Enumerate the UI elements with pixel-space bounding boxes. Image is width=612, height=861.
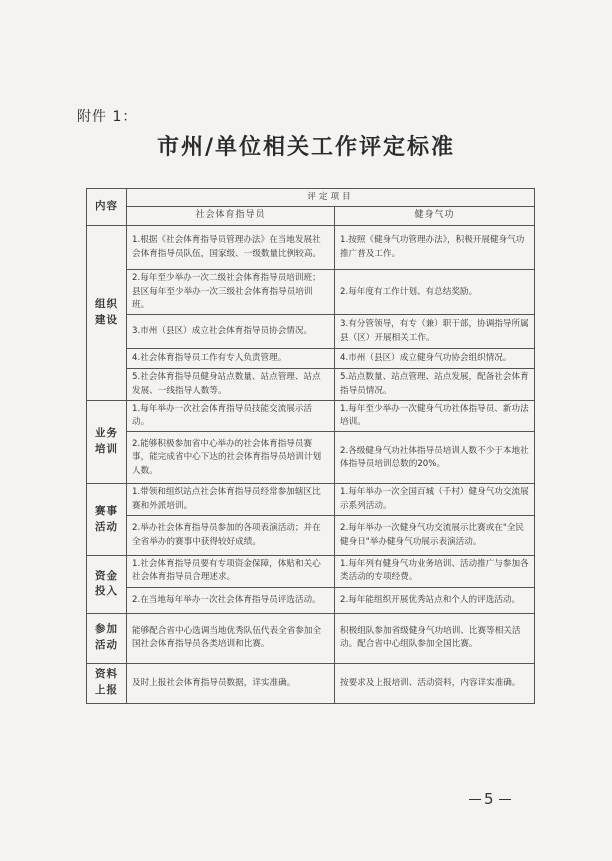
- attachment-label: 附件 1：: [77, 109, 138, 125]
- category-cell: 赛事活动: [87, 484, 127, 556]
- qigong-criterion: 2.每年举办一次健身气功交流展示比赛或在"全民健身日"举办健身气功展示表演活动。: [335, 516, 535, 556]
- dash-left: [469, 799, 481, 800]
- category-cell: 资料上报: [87, 663, 127, 703]
- table-row: [87, 484, 535, 516]
- dash-right: [499, 799, 511, 800]
- category-cell: 参加活动: [87, 613, 127, 663]
- qigong-criterion: 1.每年至少举办一次健身气功社体指导员、新功法培训。: [335, 400, 535, 432]
- social-sports-criterion: 1.带领和组织站点社会体育指导员经常参加辖区比赛和外派培训。: [127, 484, 335, 516]
- column-header-social-sports: 社会体育指导员: [127, 207, 335, 226]
- table-row: [87, 587, 535, 613]
- table-row: [87, 556, 535, 588]
- social-sports-criterion: 能够配合省中心选调当地优秀队伍代表全省参加全国社会体育指导员各类培训和比赛。: [127, 613, 335, 663]
- qigong-criterion: 5.站点数量、站点管理、站点发展，配备社会体育指导员情况。: [335, 369, 535, 401]
- table-row: [87, 516, 535, 556]
- category-cell: 业务培训: [87, 400, 127, 484]
- header-content: 内容: [87, 189, 127, 226]
- table-row: [87, 315, 535, 349]
- page-number: [466, 790, 514, 808]
- social-sports-criterion: 5.社会体育指导员健身站点数量、站点管理、站点发展、一线指导人数等。: [127, 369, 335, 401]
- table-row: [87, 663, 535, 703]
- social-sports-criterion: 2.举办社会体育指导员参加的各项表演活动；并在全省举办的赛事中获得较好成绩。: [127, 516, 335, 556]
- qigong-criterion: 1.每年列有健身气功业务培训、活动推广与参加各类活动的专项经费。: [335, 556, 535, 588]
- category-cell: 组织建设: [87, 226, 127, 401]
- social-sports-criterion: 3.市州（县区）成立社会体育指导员协会情况。: [127, 315, 335, 349]
- qigong-criterion: 2.各级健身气功社体指导员培训人数不少于本地社体指导员培训总数的20%。: [335, 432, 535, 484]
- table-row: [87, 226, 535, 270]
- social-sports-criterion: 4.社会体育指导员工作有专人负责管理。: [127, 349, 335, 369]
- qigong-criterion: 积极组队参加省级健身气功培训、比赛等相关活动。配合省中心组队参加全国比赛。: [335, 613, 535, 663]
- qigong-criterion: 2.每年度有工作计划、有总结奖励。: [335, 270, 535, 315]
- page-number-value: 5: [484, 790, 496, 808]
- header-items: 评定项目: [127, 189, 535, 207]
- social-sports-criterion: 及时上报社会体育指导员数据，详实准确。: [127, 663, 335, 703]
- qigong-criterion: 2.每年能组织开展优秀站点和个人的评选活动。: [335, 587, 535, 613]
- social-sports-criterion: 2.在当地每年举办一次社会体育指导员评选活动。: [127, 587, 335, 613]
- table-row: [87, 400, 535, 432]
- social-sports-criterion: 1.每年举办一次社会体育指导员技能交流展示活动。: [127, 400, 335, 432]
- evaluation-table: [86, 188, 535, 704]
- table-row: [87, 369, 535, 401]
- qigong-criterion: 按要求及上报培训、活动资料，内容详实准确。: [335, 663, 535, 703]
- table-row: [87, 613, 535, 663]
- social-sports-criterion: 2.每年至少举办一次二级社会体育指导员培训班；县区每年至少举办一次三级社会体育指导员培训班。: [127, 270, 335, 315]
- social-sports-criterion: 1.社会体育指导员要有专项资金保障，体贴和关心社会体育指导员合理述求。: [127, 556, 335, 588]
- qigong-criterion: 3.有分管领导，有专（兼）职干部，协调指导所属县（区）开展相关工作。: [335, 315, 535, 349]
- table-row: [87, 349, 535, 369]
- table-row: [87, 270, 535, 315]
- column-header-qigong: 健身气功: [335, 207, 535, 226]
- category-cell: 资金投入: [87, 556, 127, 614]
- qigong-criterion: 1.按照《健身气功管理办法》，积极开展健身气功推广普及工作。: [335, 226, 535, 270]
- qigong-criterion: 1.每年举办一次全国百城（千村）健身气功交流展示系列活动。: [335, 484, 535, 516]
- document-title: 市州/单位相关工作评定标准: [156, 134, 456, 160]
- qigong-criterion: 4.市州（县区）成立健身气功协会组织情况。: [335, 349, 535, 369]
- social-sports-criterion: 2.能够积极参加省中心举办的社会体育指导员赛事，能完成省中心下达的社会体育指导员培训计划人数。: [127, 432, 335, 484]
- social-sports-criterion: 1.根据《社会体育指导员管理办法》在当地发展社会体育指导员队伍，国家级、一级数量比例较高。: [127, 226, 335, 270]
- table-row: [87, 432, 535, 484]
